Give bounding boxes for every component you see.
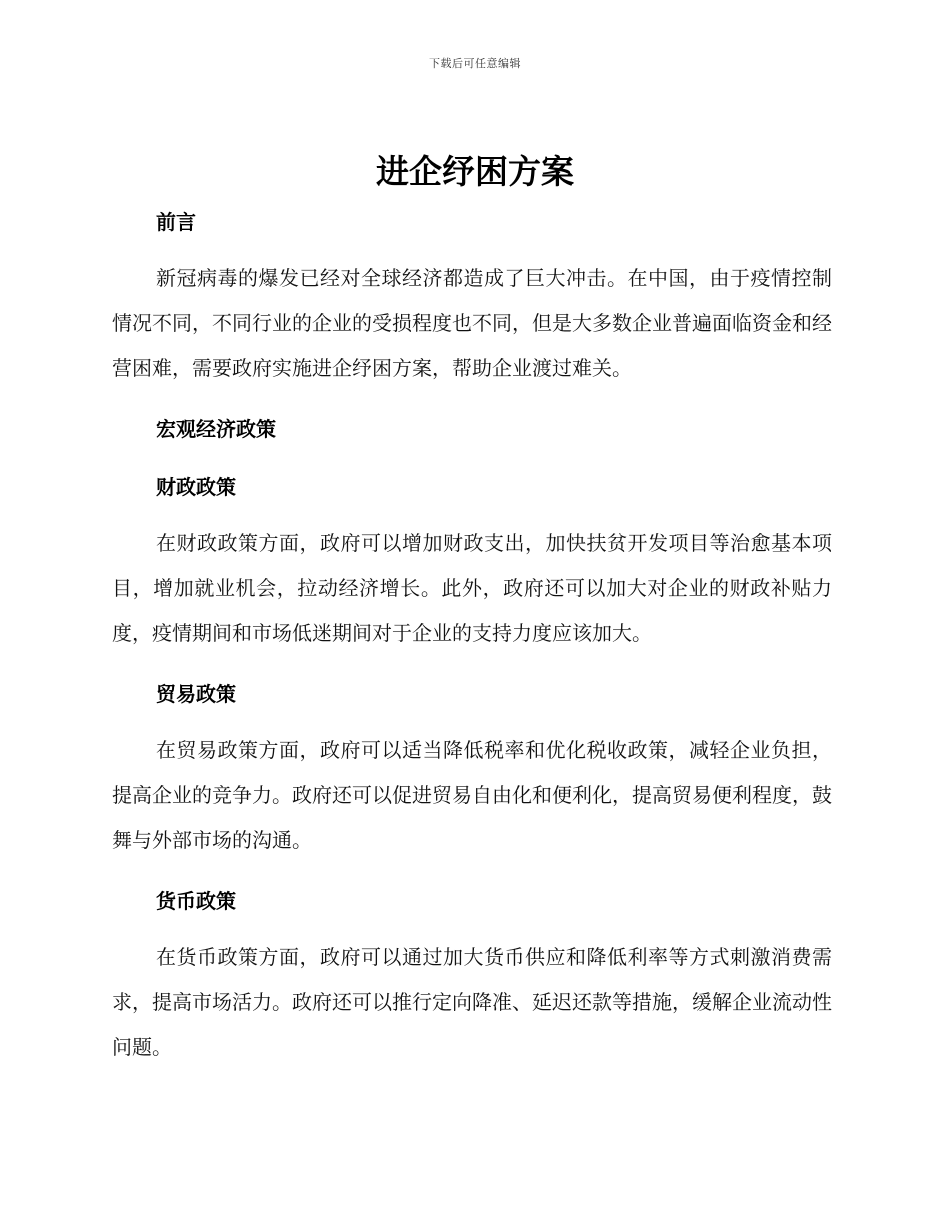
- section-preface: [112, 206, 832, 391]
- section-trade-policy: [112, 678, 832, 863]
- spacer: [112, 503, 832, 521]
- header-note: 下载后可任意编辑: [429, 57, 521, 70]
- document-title: 进企纾困方案: [376, 152, 574, 191]
- spacer: [112, 445, 832, 471]
- spacer: [112, 710, 832, 728]
- section-paragraph-fiscal-policy: 在财政政策方面，政府可以增加财政支出，加快扶贫开发项目等治愈基本项目，增加就业机会，拉动经济增长。此外，政府还可以加大对企业的财政补贴力度，疫情期间和市场低迷期间对于企业的支持力度应该加大。: [112, 531, 832, 645]
- section-heading-preface: 前言: [156, 210, 196, 234]
- section-fiscal-policy: [112, 471, 832, 656]
- spacer: [112, 917, 832, 935]
- section-paragraph-monetary-policy: 在货币政策方面，政府可以通过加大货币供应和降低利率等方式刺激消费需求，提高市场活力。政府还可以推行定向降准、延迟还款等措施，缓解企业流动性问题。: [112, 945, 832, 1059]
- spacer: [112, 391, 832, 413]
- spacer: [112, 656, 832, 678]
- section-monetary-policy: [112, 885, 832, 1070]
- section-heading-monetary-policy: 货币政策: [156, 889, 236, 913]
- spacer: [112, 863, 832, 885]
- document-body: [112, 206, 832, 1070]
- section-heading-fiscal-policy: 财政政策: [156, 475, 236, 499]
- section-heading-macro-policy: 宏观经济政策: [156, 417, 276, 441]
- section-paragraph-preface: 新冠病毒的爆发已经对全球经济都造成了巨大冲击。在中国，由于疫情控制情况不同，不同行业的企业的受损程度也不同，但是大多数企业普遍面临资金和经营困难，需要政府实施进企纾困方案，帮助企业渡过难关。: [112, 266, 832, 380]
- section-macro-policy: [112, 413, 832, 445]
- section-heading-trade-policy: 贸易政策: [156, 682, 236, 706]
- section-paragraph-trade-policy: 在贸易政策方面，政府可以适当降低税率和优化税收政策，减轻企业负担，提高企业的竞争力。政府还可以促进贸易自由化和便利化，提高贸易便利程度，鼓舞与外部市场的沟通。: [112, 738, 832, 852]
